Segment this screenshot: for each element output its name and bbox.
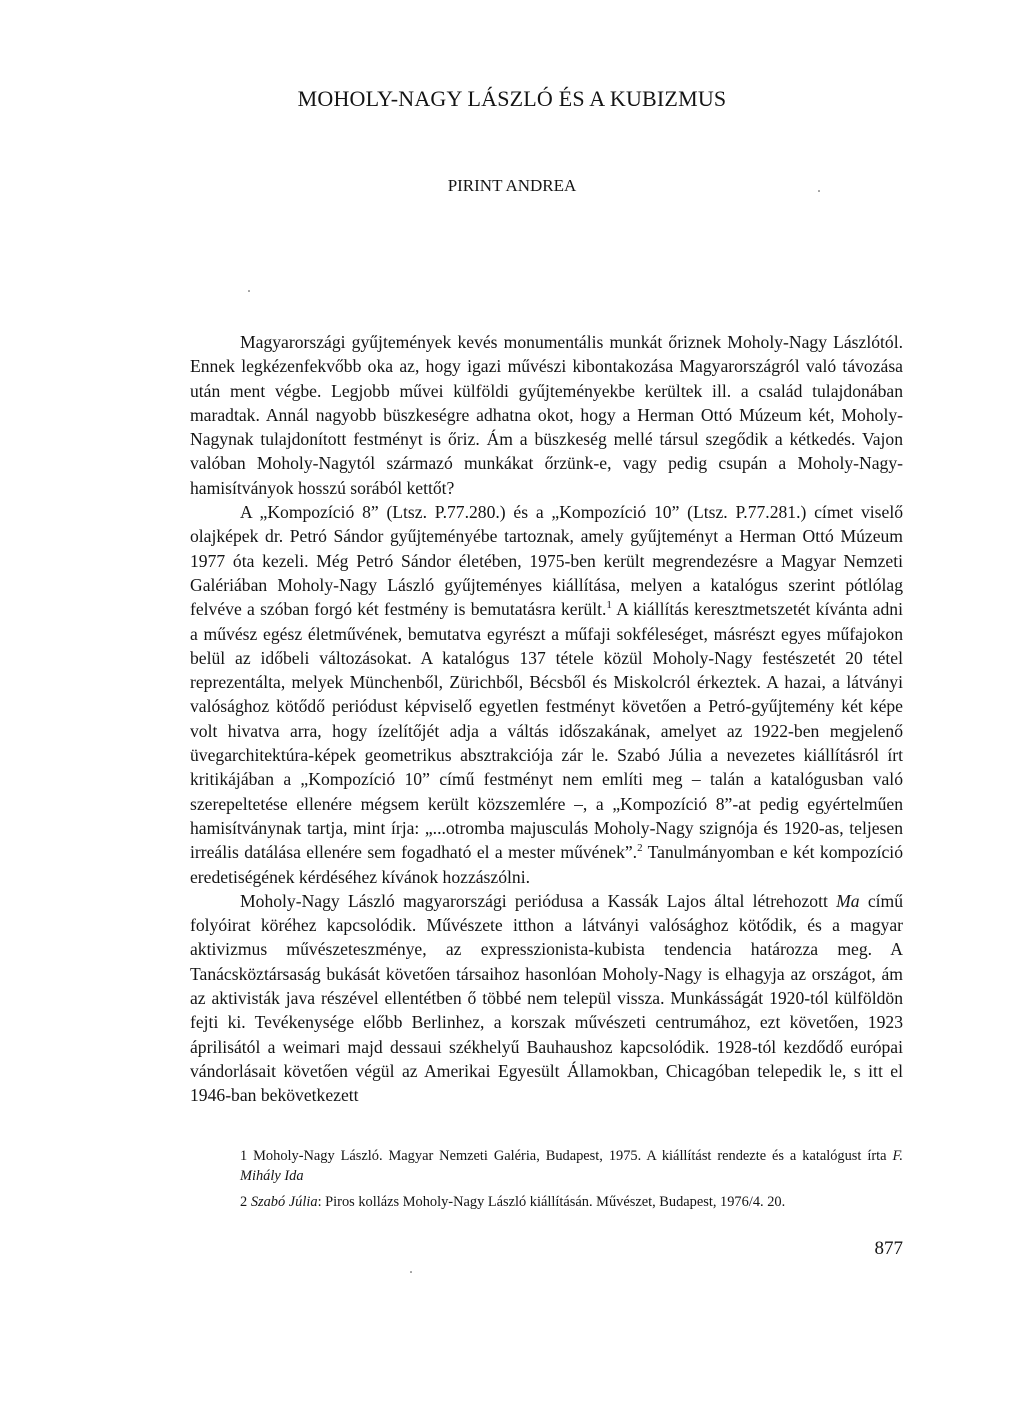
journal-title-ma: Ma (836, 890, 860, 911)
article-title: MOHOLY-NAGY LÁSZLÓ ÉS A KUBIZMUS (297, 86, 727, 111)
paragraph-2-text-b: című folyóirat köréhez kapcsolódik. Művészete itthon a látványi valósághoz kötődik, és a magyar aktivizmus művészeteszménye, az expresszionista-kubista tendencia határozza meg. A Tanácsköztársaság bukását követően társaihoz hasonlóan Moholy-Nagy is elhagyja az országot, ám az aktivisták java részével ellentétben ő többé nem települ vissza. Munkásságát 1920-tól külföldön fejti ki. Tevékenysége előbb Berlinhez, a korszak művészeti centrumához, ezt követően, 1923 áprilisától a weimari majd dessaui székhelyű Bauhaushoz kapcsolódik. 1928-tól kezdődő európai vándorlásait követően végül az Amerikai Egyesült Államokban, Chicagóban telepedik le, s itt el 1946-ban bekövetkezett (190, 890, 904, 1106)
footnote-1-text: Moholy-Nagy László. Magyar Nemzeti Galéria, Budapest, 1975. A kiállítást rendezte és a katalógust írta (253, 1148, 893, 1164)
paragraph-1-text-a: Magyarországi gyűjtemények kevés monumentális munkát őriznek Moholy-Nagy Lászlótól. Ennek legkézenfekvőbb oka az, hogy igazi művészi kibontakozása Magyarországról való távozása után ment végbe. Legjobb művei külföldi gyűjteményekbe kerültek ill. a család tulajdonában maradtak. Annál nagyobb büszkeségre adhatna okot, hogy a Herman Ottó Múzeum két, Moholy-Nagynak tulajdonított festményt is őriz. Ám a büszkeség mellé társul szegődik a kétkedés. Vajon valóban Moholy-Nagytól származó munkákat őrzünk-e, vagy pedig csupán a Moholy-Nagy-hamisítványok hosszú sorából kettőt? (190, 332, 903, 498)
article-author: PIRINT ANDREA (447, 176, 577, 195)
article-body (190, 330, 903, 1108)
footnote-2-author: Szabó Júlia (250, 1194, 318, 1210)
footnote-1-editor: F. Mihály Ida (240, 1148, 903, 1184)
body-paragraph-2 (190, 889, 903, 1108)
paragraph-1-text-c: A kiállítás keresztmetszetét kívánta adni a művész egész életművének, bemutatva egyrészt a műfaji sokféleséget, másrészt egyes műfajokon belül az időbeli változásokat. A katalógus 137 tétele közül Moholy-Nagy festészetét 20 tétel reprezentálta, melyek Münchenből, Zürichből, Bécsből és Miskolcról érkeztek. A hazai, a látványi valósághoz kötődő periódust képviselő egyetlen festményt követően a Petró-gyűjtemény két képe volt hivatva arra, hogy ízelítőjét adja a váltás időszakának, amelyet az 1922-ben megjelenő üvegarchitektúra-képek geometrikus absztrakciója zár le. Szabó Júlia a nevezetes kiállításról írt kritikájában a „Kompozíció 10” című festményt nem említi meg – talán a katalógusban való szerepeltetése ellenére mégsem került közszemlére –, a „Kompozíció 8”-at pedig egyértelműen hamisítványnak tartja, mint írja: „...otromba majusculás Moholy-Nagy szignója és 1920-as, teljesen irreális datálása ellenére sem fogadható el a mester művének”. (190, 599, 903, 863)
body-paragraph-1 (190, 330, 903, 889)
scan-speck (410, 1271, 412, 1273)
paragraph-1-text-b: A „Kompozíció 8” (Ltsz. P.77.280.) és a „Kompozíció 10” (Ltsz. P.77.281.) címet viselő olajképek dr. Petró Sándor gyűjteményébe tartoznak, amely gyűjteményt a Herman Ottó Múzeum 1977 óta kezeli. Még Petró Sándor életében, 1975-ben került megrendezésre a Magyar Nemzeti Galériában Moholy-Nagy László gyűjteményes kiállítása, melyen a katalógus szerint pótlólag felvéve a szóban forgó két festmény is bemutatásra került. (190, 502, 903, 620)
footnote-2-number: 2 (240, 1194, 248, 1210)
footnote-ref-1[interactable]: 1 (606, 599, 612, 612)
paragraph-1-text-d: Tanulmányomban e két kompozíció eredetiségének kérdéséhez kívánok hozzászólni. (190, 842, 903, 887)
paragraph-2-text-a: Moholy-Nagy László magyarországi periódusa a Kassák Lajos által létrehozott (240, 890, 837, 911)
page-number: 877 (874, 1238, 903, 1259)
footnotes (232, 1146, 903, 1212)
footnote-2-text: : Piros kollázs Moholy-Nagy László kiállításán. Művészet, Budapest, 1976/4. 20. (317, 1194, 786, 1210)
scan-speck (818, 190, 820, 192)
footnote-ref-2[interactable]: 2 (637, 842, 643, 855)
footnote-1-number: 1 (240, 1148, 248, 1164)
footnote-2 (240, 1192, 903, 1212)
scan-speck (248, 290, 250, 292)
footnote-1 (240, 1146, 903, 1186)
